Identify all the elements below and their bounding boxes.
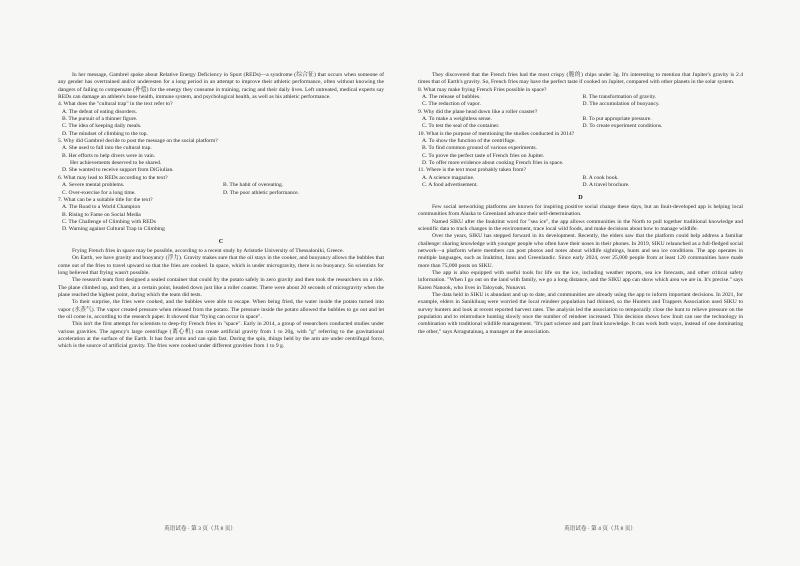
option-d: D. Warning against Cultural Trap in Climbing [62, 226, 165, 233]
option-a: A. To make a weightless sense. [422, 116, 492, 123]
option-a: A. The release of bubbles. [422, 94, 481, 101]
option-d: D. The poor athletic performance. [223, 189, 300, 196]
option-b: B. A cook book. [582, 174, 619, 181]
question-7 [58, 197, 384, 234]
question-stem: 7. What can be a suitable title for the text? [58, 196, 153, 203]
option-d: D. The accumulation of buoyancy. [582, 101, 660, 108]
option-c: C. To test the seal of the container. [422, 123, 500, 130]
passage-d-paragraph: Named SIKU after the Inuktitut word for "sea ice", the app allows communities in the North to pull together traditional knowledge and scientific data to track changes in the environment, trace local wild foods, and make decisions about how to manage wildlife. [418, 218, 743, 232]
option-b: B. The transformation of gravity. [582, 94, 657, 101]
option-d: D. The mindset of climbing to the top. [62, 130, 148, 137]
option-d: D. A travel brochure. [582, 182, 630, 189]
option-a: A. A science magazine. [422, 174, 475, 181]
option-b: B. Rising to Fame on Social Media [62, 211, 141, 218]
question-stem: 8. What may make frying French Fries possible in space? [418, 86, 547, 93]
question-4 [58, 101, 384, 138]
question-stem: 11. Where is the text most probably taken from? [418, 167, 526, 174]
passage-d-paragraph: The data held in SIKU is abundant and up to date, and communities are already using the app to inform important decisions. In 2021, for example, elders in Sanikiluaq were worried the local reindeer population had thinned, so the Hunters and Trappers Association used SIKU to survey hunters and look at recent reported harvest rates. The analysis led the association to temporarily close the hunt to relieve pressure on the population and to reintroduce hunting slowly once the number of reindeer increased. This decision shows how Inuit can use the technology in combination with traditional wildlife management. "It's part science and part Inuit knowledge. It can work both ways, instead of one dominating the other," says Arragutainaq, a manager at the association. [418, 291, 743, 335]
option-c: C. The reduction of vapor. [422, 101, 481, 108]
question-5 [58, 138, 384, 175]
question-9 [418, 109, 743, 131]
option-b: B. The habit of overeating. [223, 182, 284, 189]
left-column [58, 72, 384, 351]
option-c: C. A food advertisement. [422, 182, 478, 189]
option-d: D. She wanted to receive support from DiGiulian. [62, 167, 174, 174]
passage-c-paragraph: Frying French fries in space may be possible, according to a recent study by Aristotle University of Thessaloniki, Greece. [72, 247, 344, 254]
passage-c-paragraph: The research team first designed a sealed container that could fry the potato safely in zero gravity and then took the researchers on a ride. The plane climbed up, and then, at a certain point, headed down just like a roller coaster. There were about 20 seconds of microgravity when the plane reached the highest point, during which the team did tests. [58, 277, 384, 298]
page-footer: 英语试卷 · 第 3 页（共 8 页） [164, 526, 236, 532]
option-a: A. Severe mental problems. [62, 182, 125, 189]
option-a: A. The defeat of eating disorders. [62, 108, 137, 115]
intro-paragraph: They discovered that the French fries had the most crispy (脆的) chips under 3g. It's interesting to mention that Jupiter's gravity is 2.4 times that of Earth's gravity. So, French fries may have the perfect taste if cooked on Jupiter, compared with other planets in the solar system. [418, 72, 743, 86]
question-11 [418, 167, 743, 189]
passage-c-paragraph: To their surprise, the fries were cooked, and the bubbles were able to escape. When being fried, the water inside the potato turned into vapor (水蒸气). The vapor created pressure when released from the potato. The pressure inside the potato allowed the bubbles to go out and let the oil come in, according to the research paper. It showed that "frying can occur in space". [58, 299, 384, 320]
option-a: A. The Road to a World Champion [62, 204, 141, 211]
option-b: B. To put appropriate pressure. [582, 116, 652, 123]
passage-c-paragraph: On Earth, we have gravity and buoyancy (浮力). Gravity makes sure that the oil stays in the cooker, and buoyancy allows the bubbles that come out of the fries to travel upward so that the fries are cooked. In space, which is under microgravity, there is no buoyancy. So scientists for long believed that frying wasn't possible. [58, 255, 384, 276]
passage-d-paragraph: Few social networking platforms are known for inspiring positive social change these days, but an Inuit-developed app is helping local communities from Alaska to Greenland advance their self-determination. [418, 203, 743, 218]
option-b: B. To find common ground of various experiments. [422, 145, 537, 152]
option-c: C. Over-exercise for a long time. [62, 189, 136, 196]
right-page [400, 0, 800, 566]
passage-d-paragraph: Over the years, SIKU has stepped forward in its development. Recently, the elders saw that the platform could help address a familiar challenge: sharing knowledge with younger people who often have their noses in their phones. In 2019, SIKU relaunched as a full-fledged social network—a platform where members can post photos and notes about wildlife sightings, hunts and sea ice conditions. The app operates in multiple languages, such as Inuktitut, Innu and Greenlandic. Since early 2024, over 25,000 people from at least 120 communities have made more than 75,000 posts on SIKU. [418, 233, 743, 269]
option-c: C. To prove the perfect taste of French fries on Jupiter. [422, 152, 545, 159]
question-10 [418, 131, 743, 168]
passage-d-paragraph: The app is also equipped with useful tools for life on the ice, including weather reports, sea ice forecasts, and other critical safety information. "When I go out on the land with family, we go a long distance, and the SIKU app can show which area we are in. It's precise." says Karen Nanook, who lives in Taloyoak, Nunavut. [418, 269, 743, 291]
option-c: C. The Challenge of Climbing with REDs [62, 218, 156, 225]
passage-c-paragraph: This isn't the first attempt for scientists to deep-fry French fries in "space". Early in 2014, a group of researchers conducted studies under various gravities. The agency's large centrifuge (离心机) can create artificial gravity from 1 to 20g, with "g" referring to the gravitational acceleration at the surface of the Earth. It has four arms and can spin fast. During the spin, things held by the arm are under centrifugal force, which is the source of artificial gravity. The fries were cooked under different gravities from 1 to 9 g. [58, 321, 384, 350]
question-stem: 10. What is the purpose of mentioning the studies conducted in 2014? [418, 130, 575, 137]
question-8 [418, 87, 743, 109]
question-stem: 9. Why did the plane head down like a roller coaster? [418, 108, 538, 115]
option-b: B. Her efforts to help divers were in vain. [62, 152, 156, 159]
page-footer: 英语试卷 · 第 4 页（共 8 页） [564, 526, 636, 532]
intro-paragraph: In her message, Gambrel spoke about Relative Energy Deficiency in Sport (REDs)—a syndrome (综合征) that occurs when someone of any gender has overtrained and/or underesten for a long period in an attempt to improve their athletic performance, often without knowing the dangers of failing to compensate (补偿) for the energy they consume in training, racing and their daily lives. Left untreated, medical experts say REDs can damage an athlete's bone health, immune system, and psychological health, as well as his athletic performance. [58, 72, 384, 101]
section-c-heading: C [218, 237, 224, 245]
option-c: Her achievements deserved to be shared. [70, 160, 162, 167]
option-a: A. She used to fall into the cultural trap. [62, 145, 152, 152]
option-a: A. To show the function of the centrifuge. [422, 138, 516, 145]
question-stem: 4. What does the "cultural trap" in the text refer to? [58, 101, 173, 108]
option-d: D. To offer more evidence about cooking French fries in space. [422, 160, 564, 167]
question-6 [58, 175, 384, 197]
option-d: D. To create experiment conditions. [582, 123, 663, 130]
section-d-heading: D [578, 193, 583, 201]
option-b: B. The pursuit of a thinner figure. [62, 116, 138, 123]
option-c: C. The idea of keeping daily meals. [62, 123, 142, 130]
question-stem: 6. What may lead to REDs according to the text? [58, 174, 168, 181]
right-column [418, 72, 743, 336]
question-stem: 5. Why did Gambrel decide to post the message on the social platform? [58, 138, 218, 145]
